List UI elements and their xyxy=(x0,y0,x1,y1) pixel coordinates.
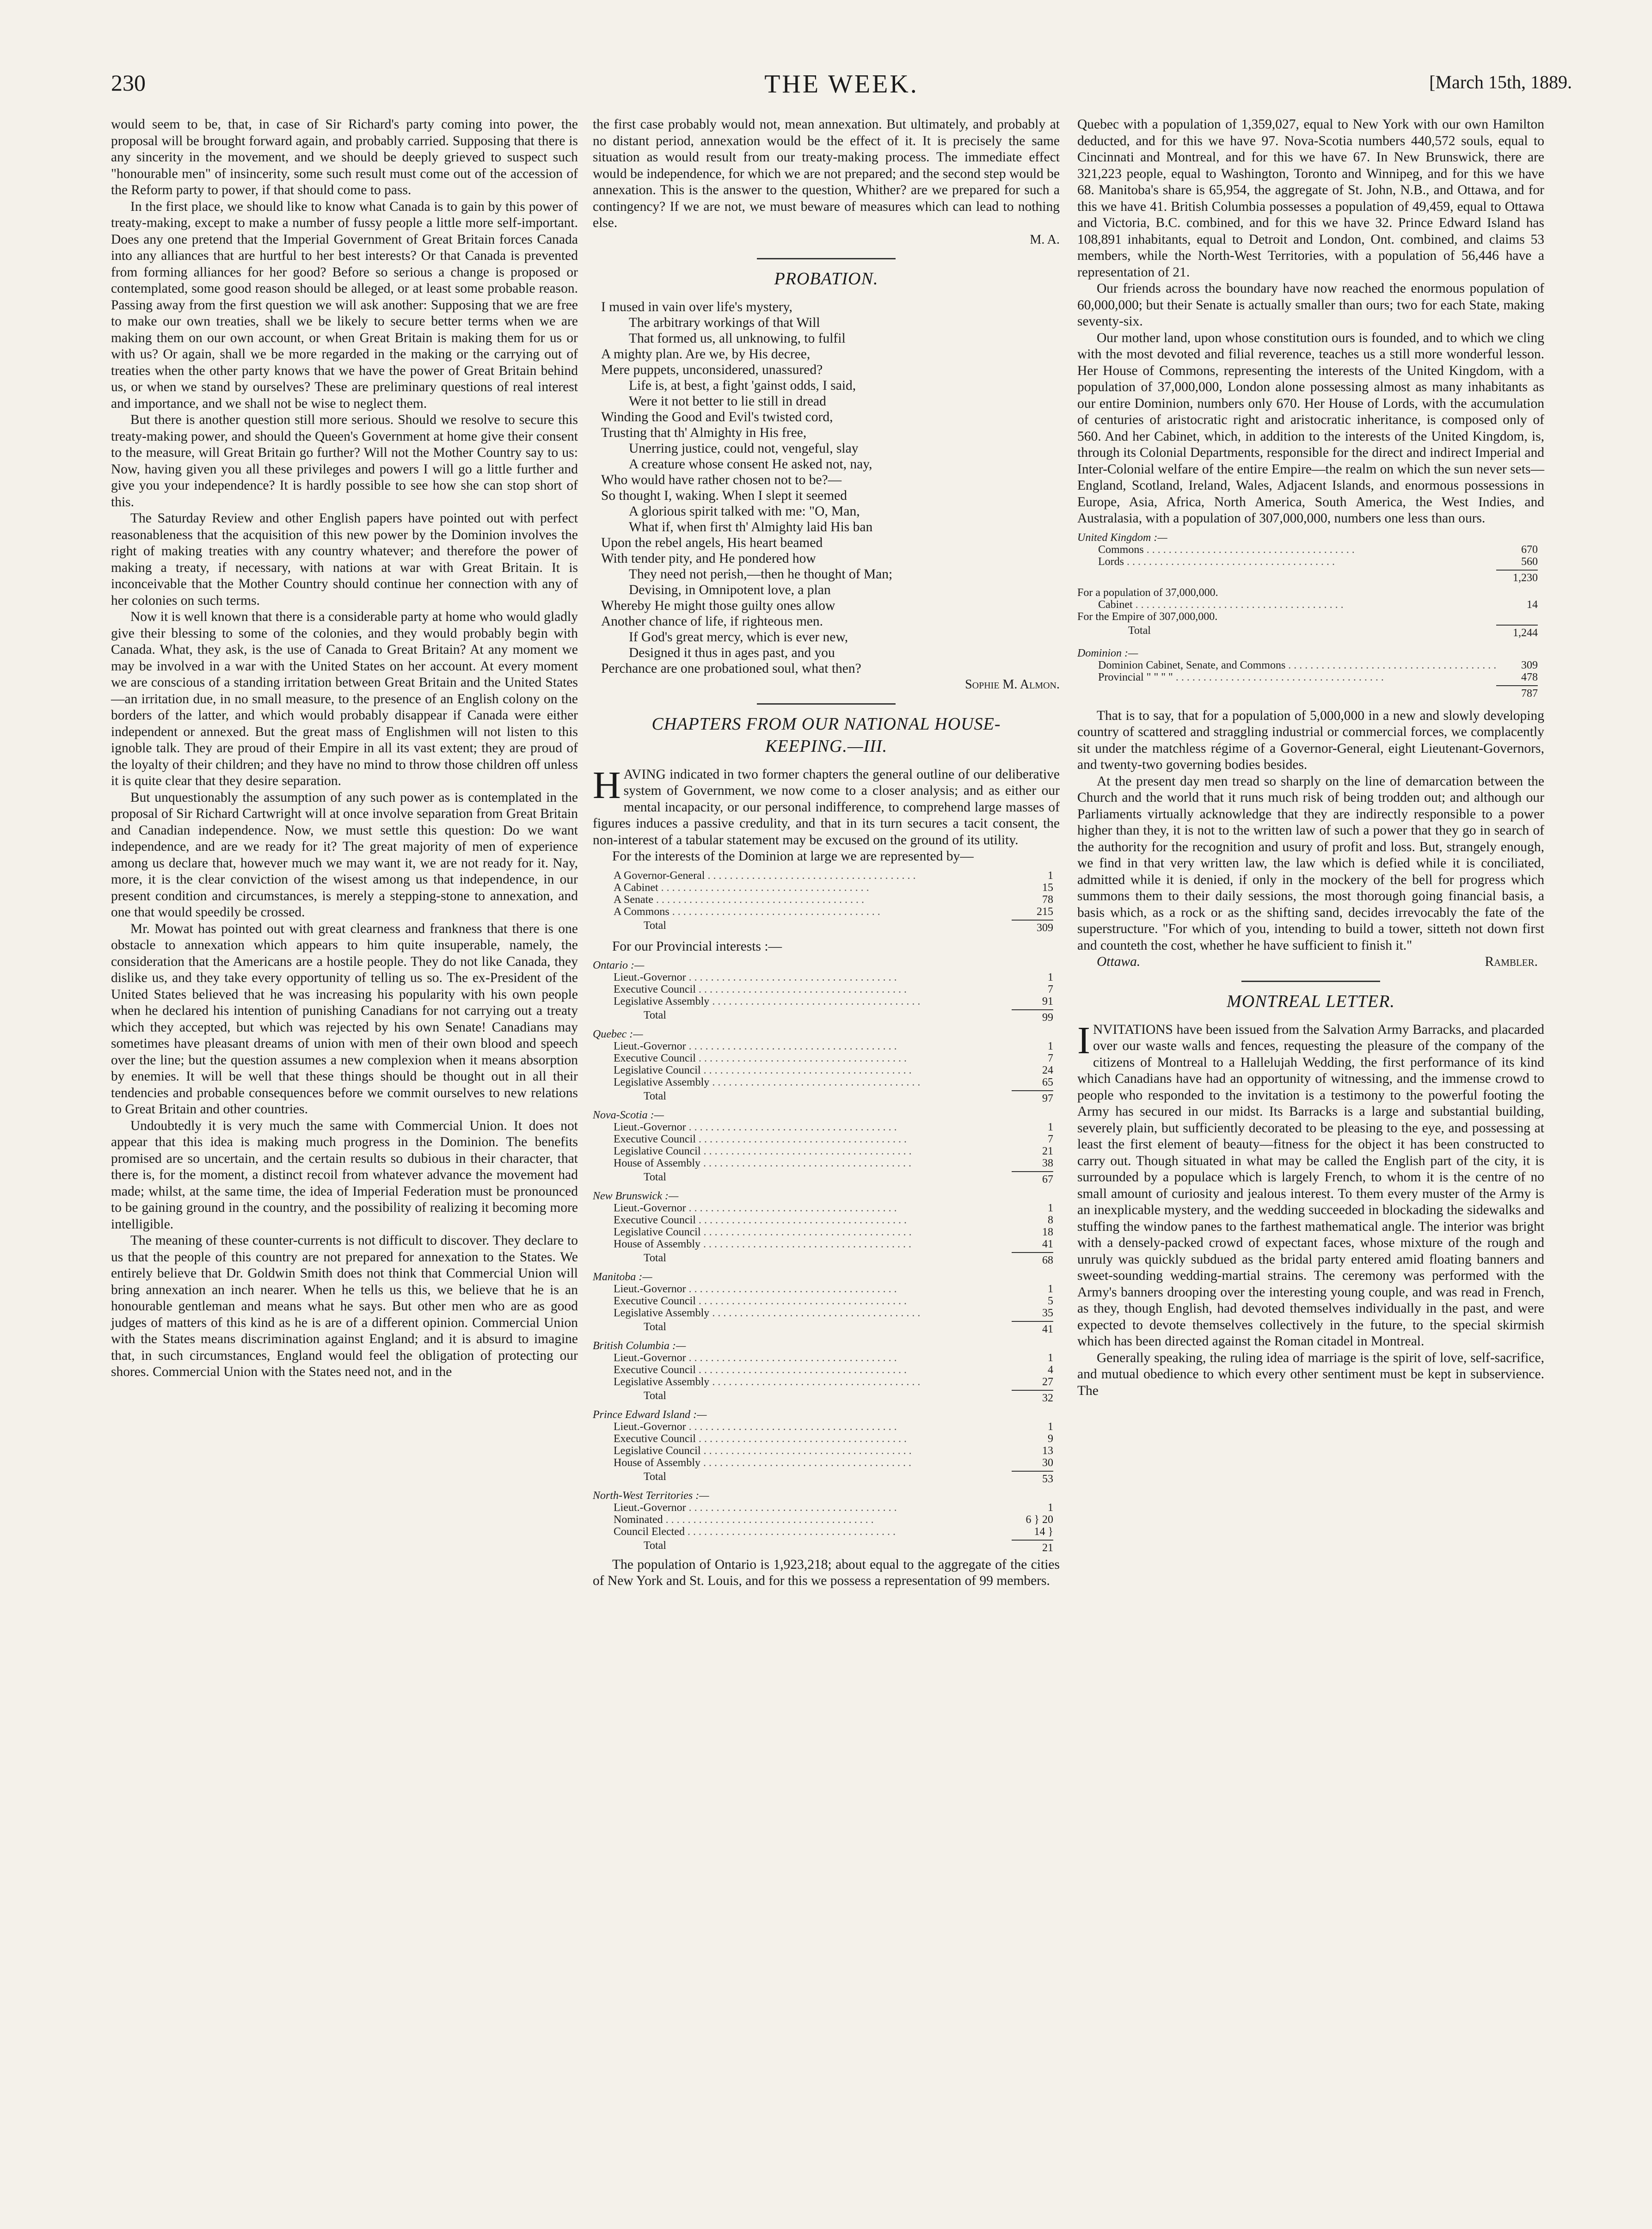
poem xyxy=(601,299,1060,676)
row-value: 30 xyxy=(1028,1457,1053,1469)
row-value: 1 xyxy=(1028,1040,1053,1052)
row-label: Provincial " " " " xyxy=(1098,671,1173,683)
table-total xyxy=(1077,625,1544,639)
paragraph: Our mother land, upon whose constitution ours is founded, and to which we cling with the most devoted and filial reverence, teaches us a still more wonderful lesson. Her House of Commons, representing the interests of the United Kingdom, with a population of 37,000,000, London alone possessing almost as many inhabitants as our entire Dominion, numbers only 670. Her House of Lords, with the accumulation of centuries of aristocratic right and aristocratic inheritance, is composed only of 560. And her Cabinet, which, in addition to the interests of the United Kingdom, is, through its Colonial Departments, responsible for the direct and indirect Imperial and Inter-Colonial welfare of the entire Empire—the realm on which the sun never sets—England, Scotland, Ireland, Wales, Adjacent Islands, and enormous possessions in Europe, Asia, Africa, North America, South America, the West Indies, and Australasia, with a population of 307,000,000, numbers one less than ours. xyxy=(1077,330,1544,526)
paragraph: Our friends across the boundary have now reached the enormous population of 60,000,000; but their Senate is actually smaller than ours; two for each State, making seventy-six. xyxy=(1077,281,1544,329)
divider xyxy=(757,258,896,259)
row-value: 1 xyxy=(1028,1421,1053,1433)
table-row xyxy=(593,1457,1060,1469)
row-label: Lieut.-Governor xyxy=(614,1040,686,1052)
poem-line: Perchance are one probationed soul, what then? xyxy=(601,661,861,676)
paragraph-text: NVITATIONS have been issued from the Salvation Army Barracks, and placarded over our waste walls and fences, requesting the pleasure of the company of the citizens of Montreal to a Hallelujah Wedding, the first performance of its kind which Canadians have had an opportunity of witnessing, and the immense crowd to people who responded to the invitation is a testimony to the powerful footing the Army has secured in our midst. Its Barracks is a large and substantial building, severely plain, but sufficiently decorated to be pleasing to the eye, and possessing at least the first element of beauty—fitness for the object it has been constructed to carry out. Though situated in what may be called the English part of the city, it is surrounded by a populace which is largely French, to whom it is the centre of no small amount of curiosity and jealous interest. To them every muster of the Army is an inexplicable mystery, and the wedding succeeded in blockading the sidewalks and stuffing the window panes to the farthest mathematical angle. The interior was bright with a densely-packed crowd of expectant faces, whose mixture of the rough and unruly was quickly subdued as the bridal party entered amid floating banners and sweet-sounding wedding-martial strains. The ceremony was performed with the Army's banners drooping over the interesting young couple, and was read in French, as they, though English, had devoted themselves individually in the past, and were expected to devote themselves collectively in the future, to the special skirmish which has been directed against the Roman citadel in Montreal. xyxy=(1077,1022,1544,1349)
poem-line: Upon the rebel angels, His heart beamed xyxy=(601,535,823,550)
row-label: Legislative Council xyxy=(614,1444,701,1457)
total-label: Total xyxy=(644,1171,666,1183)
table-total xyxy=(593,1540,1060,1554)
row-value: 1 xyxy=(1028,1202,1053,1214)
row-label: House of Assembly xyxy=(614,1157,700,1169)
table-row xyxy=(1077,671,1544,683)
total-value: 68 xyxy=(1012,1252,1053,1266)
row-label: Lieut.-Governor xyxy=(614,1420,686,1433)
province-group xyxy=(593,959,1060,1024)
paragraph-text: AVING indicated in two former chapters the general outline of our deliberative system of Government, we now come to a closer analysis; and as either our mental incapacity, or our personal indifference, to comprehend large masses of figures induces a passive credulity, and that in its turn secures a tacit consent, the non-interest of a tabular statement may be excused on the ground of its utility. xyxy=(593,767,1060,847)
row-label: A Commons xyxy=(614,905,669,918)
table-row xyxy=(593,1445,1060,1457)
province-group xyxy=(593,1109,1060,1185)
paragraph: the first case probably would not, mean annexation. But ultimately, and probably at no distant period, annexation would be the effect of it. It is precisely the same situation as would result from our treaty-making process. The immediate effect would be independence, for which we are not prepared; and the second step would be annexation. This is the answer to the question, Whither? are we prepared for such a contingency? If we are not, we must beware of measures which can lead to nothing else. xyxy=(593,117,1060,230)
table-row xyxy=(593,1076,1060,1088)
table-row xyxy=(593,1052,1060,1064)
poem-line: Designed it thus in ages past, and you xyxy=(629,645,835,660)
row-value: 27 xyxy=(1028,1376,1053,1388)
poem-line: So thought I, waking. When I slept it seemed xyxy=(601,488,847,503)
row-label: Executive Council xyxy=(614,1363,696,1376)
divider xyxy=(1241,981,1380,982)
poem-line: Mere puppets, unconsidered, unassured? xyxy=(601,362,823,377)
row-value: 91 xyxy=(1028,995,1053,1007)
row-label: A Senate xyxy=(614,893,653,906)
row-label: Lieut.-Governor xyxy=(614,1501,686,1514)
table-total xyxy=(593,1090,1060,1105)
province-name: British Columbia :— xyxy=(593,1339,686,1352)
poem-line: Unerring justice, could not, vengeful, slay xyxy=(629,441,859,456)
table-row xyxy=(593,1040,1060,1052)
row-label: Legislative Assembly xyxy=(614,1076,710,1088)
row-label: Lieut.-Governor xyxy=(614,1283,686,1295)
poem-line: That formed us, all unknowing, to fulfil xyxy=(629,331,846,346)
table-total xyxy=(1077,685,1544,700)
column-middle xyxy=(593,117,1060,1590)
province-name: Manitoba :— xyxy=(593,1271,652,1283)
table-row xyxy=(593,1202,1060,1214)
paragraph xyxy=(1077,1019,1544,1350)
row-value: 7 xyxy=(1028,1133,1053,1145)
paragraph: But there is another question still more serious. Should we resolve to secure this treaty-making power, and should the Queen's Government at home give their consent to the measure, will Great Britain go further? Will not the Mother Country say to us: Now, having given you all these privileges and powers I will go a little further and give you your independence? It is hardly possible to see how she can stop short of this. xyxy=(111,412,578,510)
column-right xyxy=(1077,117,1544,1399)
table-row xyxy=(593,870,1060,882)
row-value: 1 xyxy=(1028,870,1053,882)
table-row xyxy=(593,1064,1060,1076)
row-value: 215 xyxy=(1028,906,1053,918)
row-value: 9 xyxy=(1028,1433,1053,1445)
row-label: House of Assembly xyxy=(614,1456,700,1469)
province-name: Prince Edward Island :— xyxy=(593,1408,707,1421)
row-label: Lords xyxy=(1098,555,1124,568)
chapter-title-line2: KEEPING.—III. xyxy=(765,736,888,756)
provincial-intro: For our Provincial interests :— xyxy=(612,939,782,954)
row-value: 8 xyxy=(1028,1214,1053,1226)
table-row xyxy=(593,1145,1060,1157)
row-label: Cabinet xyxy=(1098,598,1133,611)
total-value: 67 xyxy=(1012,1171,1053,1185)
row-value: 1 xyxy=(1028,971,1053,983)
table-total xyxy=(593,1321,1060,1335)
total-value: 32 xyxy=(1012,1390,1053,1404)
chapter-title-line1: CHAPTERS FROM OUR NATIONAL HOUSE- xyxy=(651,714,1001,734)
poem-line: They need not perish,—then he thought of Man; xyxy=(629,567,893,582)
paragraph: Mr. Mowat has pointed out with great clearness and frankness that there is one obstacle to annexation which appears to him quite insuperable, namely, the consideration that the Americans are a hostile people. They do not like Canada, they dislike us, and they take every opportunity of telling us so. The ex-President of the United States believed that he was increasing his popularity with his own people when he declared his intention of punishing Canadians for not carrying out a treaty which they accepted, but which was rejected by his own Senate! Canadians may sometimes have pleasant dreams of union with men of their own blood and speech over the line; but the question assumes a new complexion when it means absorption by enemies. It will be well that these things should be thought out in all their tendencies and probable consequences before we commit ourselves to new relations to Great Britain and other countries. xyxy=(111,921,578,1117)
poem-line: Winding the Good and Evil's twisted cord, xyxy=(601,410,833,424)
table-row xyxy=(593,1433,1060,1445)
table-heading: Dominion :— xyxy=(1077,647,1138,659)
row-label: Dominion Cabinet, Senate, and Commons xyxy=(1098,659,1286,671)
total-value: 787 xyxy=(1496,685,1538,700)
paragraph: But unquestionably the assumption of any such power as is contemplated in the proposal of Sir Richard Cartwright will at once involve separation from Great Britain and Canadian independence. Now, we must settle this question: Do we want independence, and are we ready for it? The great majority of men of experience among us declare that, however much we may want it, we are not ready for it. Nay, more, it is the clear conviction of the wisest among us that independence, in our present condition and circumstances, is merely a stepping-stone to annexation, and one that would speedily be crossed. xyxy=(111,790,578,920)
row-value: 24 xyxy=(1028,1064,1053,1076)
poem-line: Another chance of life, if righteous men. xyxy=(601,614,823,629)
row-label: Council Elected xyxy=(614,1525,685,1538)
row-label: Legislative Assembly xyxy=(614,995,710,1007)
total-value: 1,244 xyxy=(1496,625,1538,639)
poem-line: Trusting that th' Almighty in His free, xyxy=(601,425,807,440)
paragraph: At the present day men tread so sharply on the line of demarcation between the Church and the world that it runs much risk of being trodden out; and although our Parliaments virtually acknowledge that they are indirectly responsible to a power higher than they, it is not to the written law of such a power that they go in search of the authority for the recognition and usury of profit and loss. But, strangely enough, we find in that very written law, the law which is defied while it is conciliated, admitted while it is denied, if only in the mockery of the bell for progress which summons them to their daily sessions, the most thorough going financial basis, a basis which, as a rock or as the shifting sand, decides irrevocably the fate of the superstructure. "For which of you, intending to build a tower, sitteth not down first and counteth the cost, whether he have sufficient to finish it." xyxy=(1077,774,1544,953)
paragraph: In the first place, we should like to know what Canada is to gain by this power of treaty-making, except to make a number of fussy people a little more self-important. Does any one pretend that the Imperial Government of Great Britain forces Canada into any alliances that are hurtful to her best interests? Or that Canada is prevented from forming alliances for her good? Before so serious a change is proposed or contemplated, some good reason should be alleged, or at least some probable reason. Passing away from the first question we will ask another: Supposing that we are free to make our own treaties, shall we be likely to secure better terms when we are making them on our own account, or when Great Britain is making them for us or with us? Or again, shall we be more regarded in the making or the carrying out of treaties when the other party knows that we have the power of Great Britain behind us, or when we stand by ourselves? These are preliminary questions of real interest and importance, and we shall not be wise to neglect them. xyxy=(111,199,578,411)
row-value: 78 xyxy=(1028,894,1053,906)
table-row xyxy=(1077,599,1544,611)
total-label: Total xyxy=(644,1389,666,1402)
chapter-title xyxy=(593,713,1060,757)
table-row xyxy=(593,995,1060,1007)
row-value: 18 xyxy=(1028,1226,1053,1238)
province-name: Quebec :— xyxy=(593,1028,643,1040)
table-row xyxy=(593,906,1060,918)
poem-line: A glorious spirit talked with me: "O, Man, xyxy=(629,504,860,519)
table-row xyxy=(593,1364,1060,1376)
table-total xyxy=(593,1009,1060,1024)
table-row xyxy=(593,882,1060,894)
province-name: Ontario :— xyxy=(593,959,645,971)
table-row xyxy=(593,1121,1060,1133)
table-row xyxy=(593,971,1060,983)
row-value: 14 xyxy=(1512,599,1538,611)
poem-line: Who would have rather chosen not to be?— xyxy=(601,473,842,487)
uk-table xyxy=(1077,532,1544,700)
table-row xyxy=(593,1295,1060,1307)
paragraph: For the interests of the Dominion at large we are represented by— xyxy=(612,849,974,864)
table-total xyxy=(593,920,1060,934)
table-row xyxy=(1077,556,1544,568)
table-heading: United Kingdom :— xyxy=(1077,531,1167,544)
paragraph: That is to say, that for a population of 5,000,000 in a new and slowly developing country of scattered and straggling industrial or commercial forces, we complacently sit under the matchless régime of a Governor-General, eight Lieutenant-Governors, and twenty-two governing bodies besides. xyxy=(1077,708,1544,772)
row-label: Commons xyxy=(1098,543,1144,556)
column-left xyxy=(111,117,578,1381)
row-label: Legislative Assembly xyxy=(614,1375,710,1388)
poem-line: Life is, at best, a fight 'gainst odds, I said, xyxy=(629,378,856,393)
paragraph xyxy=(593,763,1060,849)
row-label: Legislative Council xyxy=(614,1064,701,1076)
row-value: 65 xyxy=(1028,1076,1053,1088)
total-label: Total xyxy=(644,1009,666,1021)
paragraph: would seem to be, that, in case of Sir Richard's party coming into power, the proposal will be brought forward again, and probably carried. Supposing that there is any sincerity in the movement, and we should be deeply grieved to suspect such "honourable men" of insincerity, some such result must come out of the accession of the Reform party to power, if that should come to pass. xyxy=(111,117,578,197)
row-label: House of Assembly xyxy=(614,1238,700,1250)
table-row xyxy=(1077,544,1544,556)
province-group xyxy=(593,1409,1060,1485)
table-row xyxy=(593,1157,1060,1169)
poem-line: If God's great mercy, which is ever new, xyxy=(629,630,848,645)
total-value: 41 xyxy=(1012,1321,1053,1335)
table-row xyxy=(593,1133,1060,1145)
paragraph: Generally speaking, the ruling idea of marriage is the spirit of love, self-sacrifice, and mutual obedience to which every other sentiment must be kept in subservience. The xyxy=(1077,1350,1544,1398)
divider xyxy=(757,703,896,705)
province-group xyxy=(593,1340,1060,1404)
dateline: Ottawa. xyxy=(1097,954,1141,969)
total-label: Total xyxy=(644,1090,666,1102)
row-value: 5 xyxy=(1028,1295,1053,1307)
table-row xyxy=(593,1214,1060,1226)
total-label: Total xyxy=(644,1320,666,1333)
table-total xyxy=(1077,570,1544,584)
paragraph: The Saturday Review and other English papers have pointed out with perfect reasonableness that the acquisition of this new power by the Dominion involves the right of making treaties with any country whatever; and therefore the power of making a treaty, if necessary, with nations at war with Great Britain. It is inconceivable that the Mother Country should continue her connection with any of her colonies on such terms. xyxy=(111,511,578,608)
province-group xyxy=(593,1190,1060,1266)
total-value: 97 xyxy=(1012,1090,1053,1105)
table-row xyxy=(593,1238,1060,1250)
row-value: 4 xyxy=(1028,1364,1053,1376)
row-value: 6 } 20 xyxy=(1026,1513,1053,1526)
provincial-table xyxy=(593,939,1060,1554)
row-label: Executive Council xyxy=(614,1052,696,1064)
row-value: 35 xyxy=(1028,1307,1053,1319)
row-value: 14 } xyxy=(1028,1526,1053,1538)
issue-date: [March 15th, 1889. xyxy=(1429,72,1572,92)
row-label: Lieut.-Governor xyxy=(614,1351,686,1364)
page-number: 230 xyxy=(111,70,146,96)
table-row xyxy=(593,983,1060,995)
table-row xyxy=(593,1283,1060,1295)
paragraph: Undoubtedly it is very much the same with Commercial Union. It does not appear that this idea is making much progress in the Dominion. The benefits promised are so uncertain, and the certain results so dubious in their character, that there is, for the moment, a distinct recoil from whatever advance the movement had made; whilst, at the same time, the idea of Imperial Federation must be pronounced to be gaining ground in the country, and the possibility of realizing it becoming more intelligible. xyxy=(111,1118,578,1232)
population-note: For a population of 37,000,000. xyxy=(1077,586,1218,599)
table-total xyxy=(593,1171,1060,1185)
row-label: Executive Council xyxy=(614,983,696,995)
province-group xyxy=(593,1490,1060,1554)
total-label: Total xyxy=(644,1539,666,1552)
total-value: 21 xyxy=(1012,1540,1053,1554)
row-label: Lieut.-Governor xyxy=(614,1121,686,1133)
poem-line: The arbitrary workings of that Will xyxy=(629,315,820,330)
row-value: 1 xyxy=(1028,1283,1053,1295)
poem-line: A creature whose consent He asked not, nay, xyxy=(629,457,872,472)
row-value: 38 xyxy=(1028,1157,1053,1169)
table-row xyxy=(593,1376,1060,1388)
paragraph: The population of Ontario is 1,923,218; about equal to the aggregate of the cities of New York and St. Louis, and for this we possess a representation of 99 members. xyxy=(593,1557,1060,1588)
row-label: Lieut.-Governor xyxy=(614,971,686,983)
table-total xyxy=(593,1390,1060,1404)
table-row xyxy=(1077,659,1544,671)
row-label: Legislative Assembly xyxy=(614,1307,710,1319)
total-label: Total xyxy=(644,919,666,932)
paragraph: Quebec with a population of 1,359,027, equal to New York with our own Hamilton deducted, and for this we have 97. Nova-Scotia numbers 440,572 souls, equal to Cincinnati and Montreal, and for this we have 67. In New Brunswick, there are 321,223 people, equal to Washington, Toronto and Winnipeg, and for this we have 68. Manitoba's share is 65,954, the aggregate of St. John, N.B., and Ottawa, and for this we have 41. British Columbia possesses a population of 49,459, equal to Ottawa and Victoria, B.C. combined, and for this we have 32. Prince Edward Island has 108,891 inhabitants, equal to Detroit and London, Ont. combined, and claims 53 members, while the North-West Territories, with a population of 56,446 have a representation of 21. xyxy=(1077,117,1544,280)
poem-line: Were it not better to lie still in dread xyxy=(629,394,826,409)
signature: Rambler. xyxy=(1485,954,1538,969)
province-name: New Brunswick :— xyxy=(593,1190,679,1202)
total-label: Total xyxy=(1128,624,1151,637)
row-label: A Cabinet xyxy=(614,881,658,894)
total-label: Total xyxy=(644,1470,666,1483)
poem-line: Whereby He might those guilty ones allow xyxy=(601,598,835,613)
total-value: 1,230 xyxy=(1496,570,1538,584)
poem-signature: Sophie M. Almon. xyxy=(965,677,1060,692)
poem-title: PROBATION. xyxy=(774,269,878,289)
table-row xyxy=(593,1514,1060,1526)
table-row xyxy=(593,894,1060,906)
table-row xyxy=(593,1352,1060,1364)
row-value: 15 xyxy=(1028,882,1053,894)
table-row xyxy=(593,1421,1060,1433)
table-total xyxy=(593,1471,1060,1485)
row-label: Nominated xyxy=(614,1513,663,1526)
row-label: Executive Council xyxy=(614,1133,696,1145)
dominion-table xyxy=(593,870,1060,934)
row-label: A Governor-General xyxy=(614,869,705,882)
table-row xyxy=(593,1526,1060,1538)
poem-line: Devising, in Omnipotent love, a plan xyxy=(629,583,831,597)
row-label: Legislative Council xyxy=(614,1145,701,1157)
table-total xyxy=(593,1252,1060,1266)
total-value: 99 xyxy=(1012,1009,1053,1024)
total-value: 53 xyxy=(1012,1471,1053,1485)
row-label: Legislative Council xyxy=(614,1226,701,1238)
row-value: 560 xyxy=(1512,556,1538,568)
paragraph: Now it is well known that there is a considerable party at home who would gladly give their blessing to some of the colonies, and they would probably begin with Canada. What, they ask, is the use of Canada to Great Britain? At any moment we may be involved in a war with the United States on her account. At every moment we are conscious of a standing irritation between Great Britain and the United States—an irritation due, in no small measure, to the presence of an English colony on the borders of the latter, and which would probably disappear if Canada were either independent or annexed. But the great mass of Englishmen will not listen to this ignoble talk. They are proud of their Empire in all its vast extent; they are proud of the loyalty of their children; and they have no mind to throw those children off unless it is quite clear that they desire separation. xyxy=(111,609,578,788)
poem-line: With tender pity, and He pondered how xyxy=(601,551,816,566)
province-name: North-West Territories :— xyxy=(593,1489,709,1502)
total-label: Total xyxy=(644,1252,666,1264)
poem-line: What if, when first th' Almighty laid His ban xyxy=(629,520,873,534)
signature: M. A. xyxy=(1030,232,1060,247)
poem-line: A mighty plan. Are we, by His decree, xyxy=(601,347,811,362)
letter-title: MONTREAL LETTER. xyxy=(1227,991,1395,1011)
signoff xyxy=(1077,954,1544,970)
table-row xyxy=(593,1226,1060,1238)
row-label: Executive Council xyxy=(614,1214,696,1226)
row-label: Lieut.-Governor xyxy=(614,1202,686,1214)
row-value: 1 xyxy=(1028,1502,1053,1514)
row-value: 13 xyxy=(1028,1445,1053,1457)
row-value: 21 xyxy=(1028,1145,1053,1157)
drop-cap: H xyxy=(593,763,621,807)
publication-title: THE WEEK. xyxy=(764,70,919,98)
empire-note: For the Empire of 307,000,000. xyxy=(1077,610,1218,623)
poem-line: I mused in vain over life's mystery, xyxy=(601,300,792,314)
table-row xyxy=(593,1502,1060,1514)
table-row xyxy=(593,1307,1060,1319)
page-header xyxy=(111,69,1572,111)
row-value: 309 xyxy=(1512,659,1538,671)
row-value: 1 xyxy=(1028,1121,1053,1133)
drop-cap: I xyxy=(1077,1019,1090,1062)
province-group xyxy=(593,1028,1060,1105)
total-value: 309 xyxy=(1012,920,1053,934)
province-group xyxy=(593,1271,1060,1335)
row-label: Executive Council xyxy=(614,1295,696,1307)
row-value: 7 xyxy=(1028,983,1053,995)
row-label: Executive Council xyxy=(614,1432,696,1445)
row-value: 1 xyxy=(1028,1352,1053,1364)
paragraph: The meaning of these counter-currents is not difficult to discover. They declare to us that the people of this country are not prepared for annexation to the States. We entirely believe that Dr. Goldwin Smith does not think that Commercial Union will bring annexation an inch nearer. When he tells us this, we believe that he is an honourable gentleman and means what he says. But other men who are as good judges of matters of this kind as he is are of a different opinion. Commercial Union with the States means discrimination against England; and it is absurd to imagine that, in such circumstances, England would feel the obligation of protecting our shores. Commercial Union with the States need not, and in the xyxy=(111,1233,578,1379)
row-value: 670 xyxy=(1512,544,1538,556)
province-name: Nova-Scotia :— xyxy=(593,1109,664,1121)
row-value: 7 xyxy=(1028,1052,1053,1064)
row-value: 41 xyxy=(1028,1238,1053,1250)
row-value: 478 xyxy=(1512,671,1538,683)
